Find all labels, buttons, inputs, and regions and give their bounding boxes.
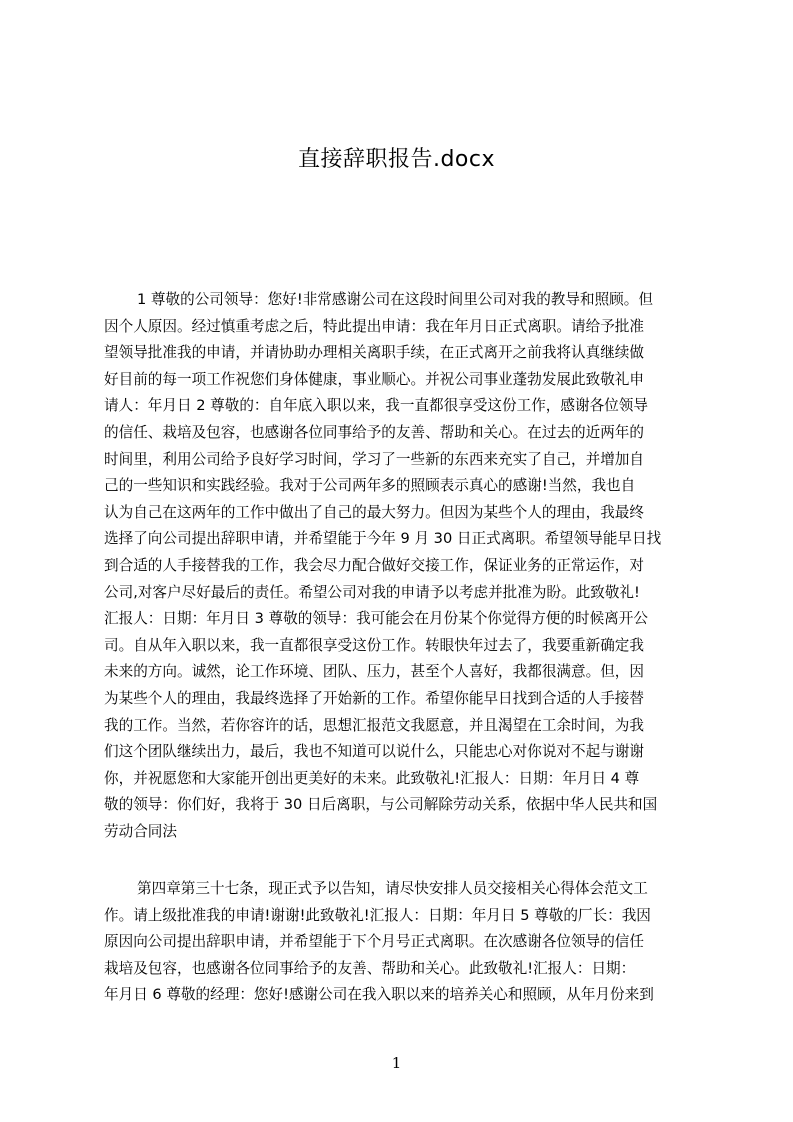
text-line: 我的工作。当然，若你容许的话，思想汇报范文我愿意，并且渴望在工余时间，为我 [104,716,644,734]
text-line: 好目前的每一项工作祝您们身体健康，事业顺心。并祝公司事业蓬勃发展此致敬礼申 [104,370,644,388]
text-line: 请人：年月日 2 尊敬的：自年底入职以来，我一直都很享受这份工作，感谢各位领导 [104,397,648,415]
text-line: 到合适的人手接替我的工作，我会尽力配合做好交接工作，保证业务的正常运作，对 [104,556,644,574]
text-line: 的信任、栽培及包容，也感谢各位同事给予的友善、帮助和关心。在过去的近两年的 [104,423,644,441]
text-line: 时间里，利用公司给予良好学习时间，学习了一些新的东西来充实了自己，并增加自 [104,450,644,468]
text-line: 望领导批准我的申请，并请协助办理相关离职手续，在正式离开之前我将认真继续做 [104,344,644,362]
text-line: 汇报人：日期：年月日 3 尊敬的领导：我可能会在月份某个你觉得方便的时候离开公 [104,610,648,628]
text-line: 们这个团队继续出力，最后，我也不知道可以说什么，只能忠心对你说对不起与谢谢 [104,743,644,761]
text-line: 选择了向公司提出辞职申请，并希望能于今年 9 月 30 日正式离职。希望领导能早日找 [104,530,662,548]
text-line: 认为自己在这两年的工作中做出了自己的最大努力。但因为某些个人的理由，我最终 [104,503,644,521]
text-line: 第四章第三十七条，现正式予以告知，请尽快安排人员交接相关心得体会范文工 [137,880,648,897]
text-line: 未来的方向。诚然，论工作环境、团队、压力，甚至个人喜好，我都很满意。但，因 [104,663,644,681]
page-number: 1 [391,1054,402,1072]
text-line: 司。自从年入职以来，我一直都很享受这份工作。转眼快年过去了，我要重新确定我 [104,636,644,654]
text-line: 己的一些知识和实践经验。我对于公司两年多的照顾表示真心的感谢!当然，我也自 [104,477,636,495]
text-line: 因个人原因。经过慎重考虑之后，特此提出申请：我在年月日正式离职。请给予批准 [104,317,644,335]
text-line: 1 尊敬的公司领导：您好!非常感谢公司在这段时间里公司对我的教导和照顾。但 [137,291,653,308]
text-line: 栽培及包容，也感谢各位同事给予的友善、帮助和关心。此致敬礼!汇报人：日期： [104,959,636,977]
text-line: 敬的领导：你们好，我将于 30 日后离职，与公司解除劳动关系，依据中华人民共和国 [104,796,658,814]
text-line: 作。请上级批准我的申请!谢谢!此致敬礼!汇报人：日期：年月日 5 尊敬的厂长：我因 [104,906,651,924]
text-line: 为某些个人的理由，我最终选择了开始新的工作。希望你能早日找到合适的人手接替 [104,689,644,707]
text-line: 原因向公司提出辞职申请，并希望能于下个月号正式离职。在次感谢各位领导的信任 [104,933,644,951]
text-line: 你，并祝愿您和大家能开创出更美好的未来。此致敬礼!汇报人：日期：年月日 4 尊 [104,769,640,787]
document-title: 直接辞职报告.docx [297,147,496,172]
text-line: 劳动合同法 [104,822,177,840]
text-line: 年月日 6 尊敬的经理：您好!感谢公司在我入职以来的培养关心和照顾，从年月份来到 [104,986,654,1004]
text-line: 公司,对客户尽好最后的责任。希望公司对我的申请予以考虑并批准为盼。此致敬礼! [104,583,640,601]
paragraph-1 [104,287,696,845]
paragraph-2 [104,876,696,1009]
